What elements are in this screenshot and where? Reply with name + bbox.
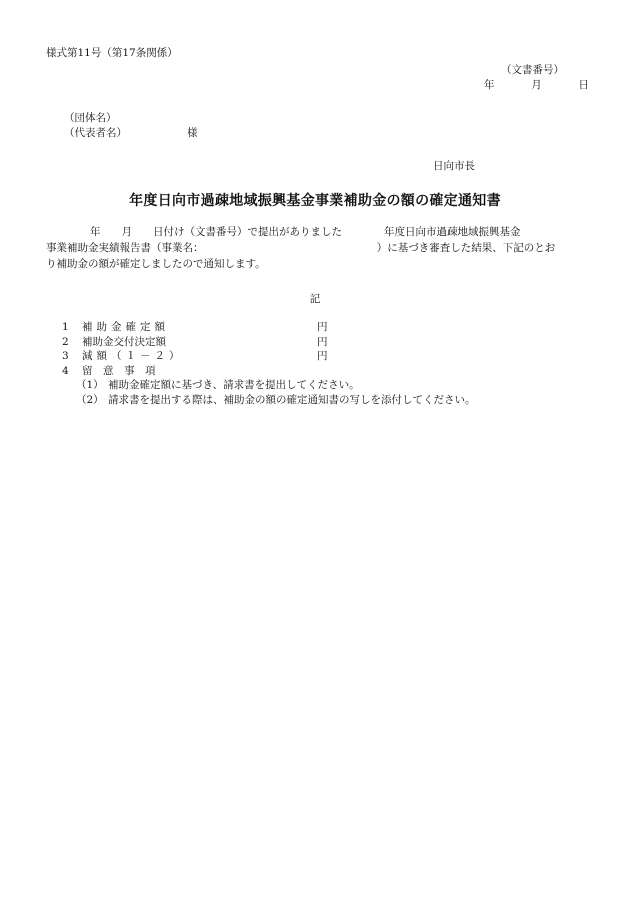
items-list (62, 320, 476, 407)
recipient-organization: （団体名） (64, 112, 117, 124)
date-line (484, 78, 589, 92)
date-day: 日 (578, 79, 589, 91)
item-number: 3 (62, 350, 69, 362)
note-row (76, 378, 476, 393)
form-number: 様式第11号（第17条関係） (46, 47, 178, 59)
item-label: 補助金交付決定額 (82, 335, 166, 348)
sender-name: 日向市長 (433, 160, 475, 172)
item-row (62, 320, 476, 335)
note-number: （1） (76, 379, 104, 391)
body-line-2: 事業補助金実績報告書（事業名： ）に基づき審査した結果、下記のとお (46, 241, 556, 254)
item-number: 2 (62, 335, 69, 348)
recipient-representative: （代表者名） (64, 127, 127, 139)
item-row (62, 349, 476, 364)
body-line-3: り補助金の額が確定しましたので通知します。 (46, 257, 266, 270)
item-unit: 円 (317, 321, 328, 333)
note-row (76, 393, 476, 408)
item-label: 減額（１－２） (82, 350, 184, 362)
item-row (62, 335, 476, 350)
date-month: 月 (531, 79, 542, 91)
note-number: （2） (76, 393, 104, 406)
recipient-representative-line (64, 126, 198, 140)
item-number: 4 (62, 364, 69, 377)
recipient-honorific: 様 (187, 127, 198, 139)
document-title: 年度日向市過疎地域振興基金事業補助金の額の確定通知書 (129, 193, 501, 209)
item-label: 留 意 事 項 (82, 364, 156, 377)
date-year: 年 (484, 79, 495, 91)
note-text: 補助金確定額に基づき、請求書を提出してください。 (108, 379, 360, 391)
item-label: 補助金確定額 (82, 321, 169, 333)
item-row (62, 364, 476, 379)
item-unit: 円 (317, 350, 328, 362)
body-paragraph (46, 225, 586, 272)
item-unit: 円 (317, 335, 328, 348)
item-number: 1 (62, 321, 69, 333)
document-number: （文書番号） (501, 64, 564, 76)
body-line-1: 年 月 日付け（文書番号）で提出がありました 年度日向市過疎地域振興基金 (90, 226, 521, 238)
note-text: 請求書を提出する際は、補助金の額の確定通知書の写しを添付してください。 (108, 393, 476, 406)
ki-heading: 記 (309, 293, 321, 305)
